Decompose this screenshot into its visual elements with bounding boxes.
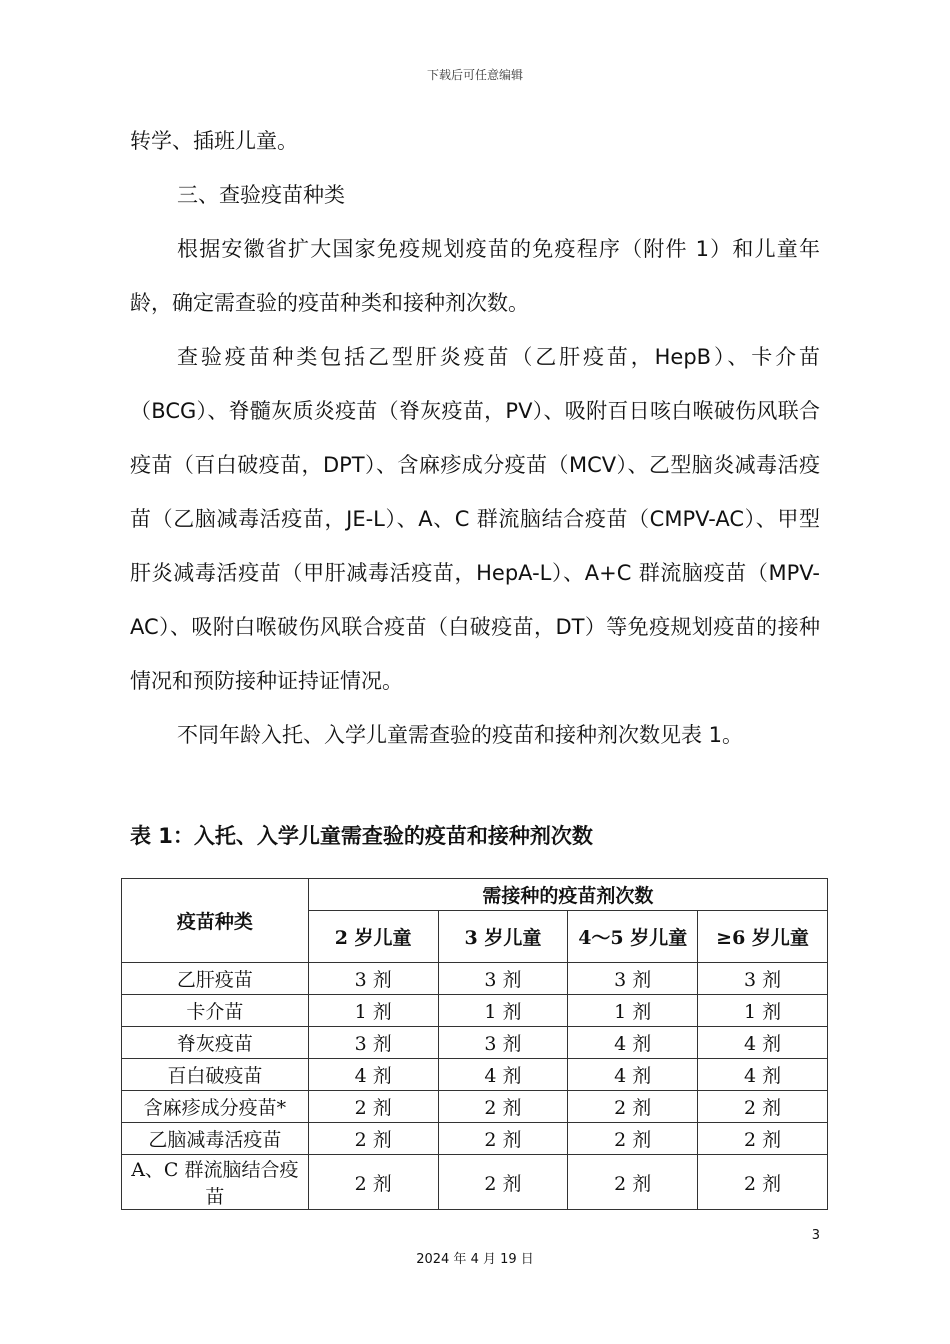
dose-cell: 2 剂 (698, 1091, 828, 1123)
dose-cell: 2 剂 (308, 1123, 438, 1155)
dose-cell: 4 剂 (568, 1027, 698, 1059)
section-heading-vaccine-types: 三、查验疫苗种类 (177, 183, 345, 207)
header-dose-group: 需接种的疫苗剂次数 (308, 879, 827, 911)
vaccine-name: 乙肝疫苗 (122, 963, 309, 995)
paragraph-vaccine-list: 查验疫苗种类包括乙型肝炎疫苗（乙肝疫苗，HepB）、卡介苗（BCG）、脊髓灰质炎疫苗（脊灰疫苗，PV）、吸附百日咳白喉破伤风联合疫苗（百白破疫苗，DPT）、含麻疹成分疫苗（MCV）、乙型脑炎减毒活疫苗（乙脑减毒活疫苗，JE-L）、A、C 群流脑结合疫苗（CMPV-AC）、甲型肝炎减毒活疫苗（甲肝减毒活疫苗，HepA-L）、A+C 群流脑疫苗（MPV-AC）、吸附白喉破伤风联合疫苗（白破疫苗，DT）等免疫规划疫苗的接种情况和预防接种证持证情况。 (130, 345, 820, 693)
header-age-2: 2 岁儿童 (308, 911, 438, 963)
dose-cell: 3 剂 (308, 1027, 438, 1059)
document-body (130, 114, 820, 762)
dose-cell: 2 剂 (698, 1123, 828, 1155)
page-header: 下载后可任意编辑 (426, 68, 523, 82)
vaccine-dose-table (121, 878, 828, 1210)
dose-cell: 3 剂 (698, 963, 828, 995)
dose-cell: 1 剂 (308, 995, 438, 1027)
vaccine-name: 卡介苗 (122, 995, 309, 1027)
page-footer-date: 2024 年 4 月 19 日 (416, 1252, 534, 1267)
dose-cell: 2 剂 (308, 1091, 438, 1123)
dose-cell: 4 剂 (568, 1059, 698, 1091)
dose-cell: 2 剂 (438, 1155, 568, 1210)
page-number: 3 (811, 1228, 820, 1243)
dose-cell: 3 剂 (438, 1027, 568, 1059)
dose-cell: 4 剂 (698, 1059, 828, 1091)
dose-cell: 2 剂 (438, 1123, 568, 1155)
table-row (122, 1059, 828, 1091)
header-age-4-5: 4～5 岁儿童 (568, 911, 698, 963)
dose-cell: 3 剂 (568, 963, 698, 995)
table-row (122, 1123, 828, 1155)
dose-cell: 3 剂 (438, 963, 568, 995)
vaccine-name: 百白破疫苗 (122, 1059, 309, 1091)
dose-cell: 2 剂 (568, 1155, 698, 1210)
vaccine-name: 乙脑减毒活疫苗 (122, 1123, 309, 1155)
header-vaccine-type: 疫苗种类 (122, 879, 309, 963)
vaccine-name: 脊灰疫苗 (122, 1027, 309, 1059)
table-row (122, 1027, 828, 1059)
vaccine-name: A、C 群流脑结合疫苗 (122, 1155, 309, 1210)
dose-cell: 1 剂 (698, 995, 828, 1027)
table-row (122, 963, 828, 995)
vaccine-name: 含麻疹成分疫苗* (122, 1091, 309, 1123)
table-caption: 表 1：入托、入学儿童需查验的疫苗和接种剂次数 (130, 824, 593, 848)
dose-cell: 1 剂 (438, 995, 568, 1027)
header-age-3: 3 岁儿童 (438, 911, 568, 963)
paragraph-immunization-program: 根据安徽省扩大国家免疫规划疫苗的免疫程序（附件 1）和儿童年龄，确定需查验的疫苗种类和接种剂次数。 (130, 237, 820, 315)
table-row (122, 1155, 828, 1210)
dose-cell: 2 剂 (308, 1155, 438, 1210)
paragraph-table-reference: 不同年龄入托、入学儿童需查验的疫苗和接种剂次数见表 1。 (177, 723, 744, 747)
dose-cell: 4 剂 (438, 1059, 568, 1091)
dose-cell: 2 剂 (568, 1123, 698, 1155)
dose-cell: 4 剂 (308, 1059, 438, 1091)
dose-cell: 3 剂 (308, 963, 438, 995)
table-row (122, 1091, 828, 1123)
dose-cell: 2 剂 (698, 1155, 828, 1210)
dose-cell: 1 剂 (568, 995, 698, 1027)
dose-cell: 2 剂 (568, 1091, 698, 1123)
header-age-6-plus: ≥6 岁儿童 (698, 911, 828, 963)
paragraph-transfer-children: 转学、插班儿童。 (130, 129, 298, 153)
table-row (122, 995, 828, 1027)
dose-cell: 4 剂 (698, 1027, 828, 1059)
dose-cell: 2 剂 (438, 1091, 568, 1123)
